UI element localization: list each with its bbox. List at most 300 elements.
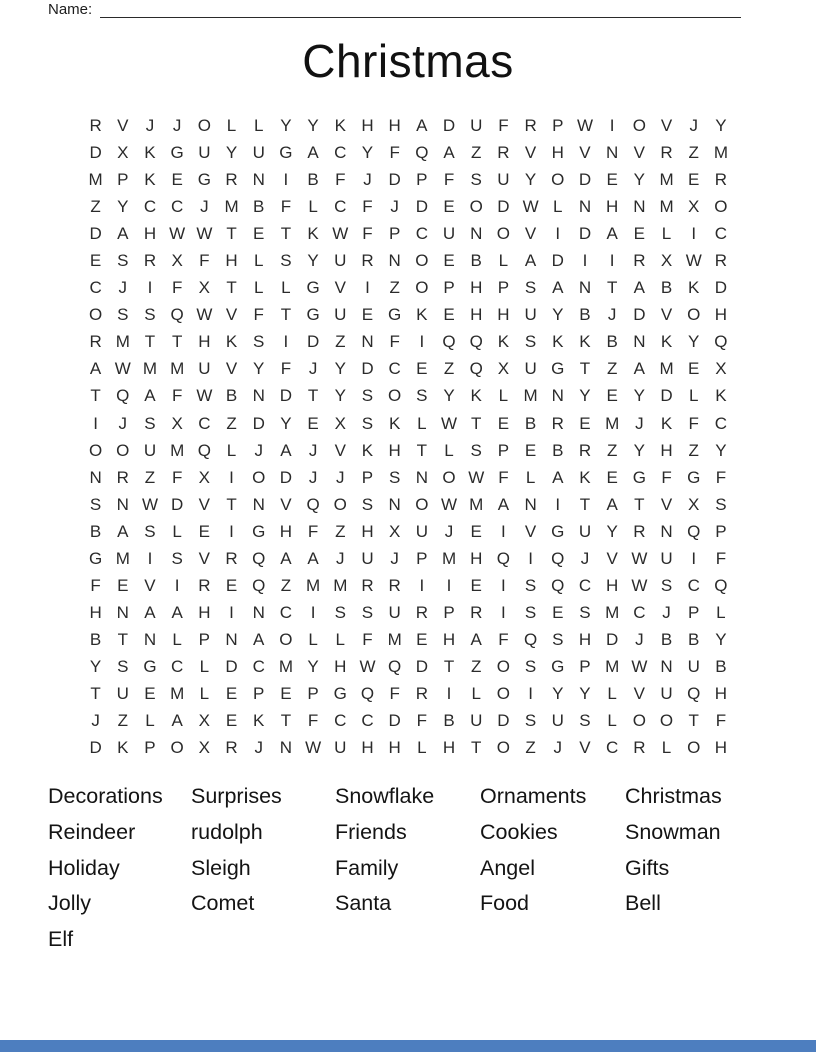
grid-letter: Y	[715, 116, 727, 136]
grid-letter: Z	[280, 575, 292, 595]
word-list-column	[48, 779, 191, 958]
grid-letter: J	[689, 116, 698, 136]
word-list-item: Snowman	[625, 819, 721, 844]
word-list-column	[335, 779, 480, 922]
grid-letter: L	[145, 711, 155, 731]
grid-letter: P	[715, 521, 727, 541]
grid-letter: W	[441, 413, 458, 433]
word-list-item: Snowflake	[335, 784, 435, 808]
grid-letter: Q	[415, 143, 429, 163]
grid-letter: J	[336, 548, 345, 568]
grid-letter: S	[89, 494, 102, 514]
grid-letter: E	[552, 602, 564, 622]
grid-letter: T	[226, 224, 237, 244]
grid-letter: S	[388, 467, 401, 487]
grid-letter: Y	[633, 170, 646, 190]
grid-letter: C	[415, 224, 428, 244]
grid-letter: Q	[252, 548, 266, 568]
grid-letter: X	[334, 413, 346, 433]
grid-letter: I	[501, 602, 506, 622]
grid-letter: H	[442, 738, 456, 758]
grid-letter: X	[171, 251, 183, 271]
grid-letter: W	[441, 494, 458, 514]
grid-letter: V	[606, 548, 618, 568]
grid-letter: S	[144, 521, 156, 541]
grid-letter: P	[198, 629, 211, 649]
grid-letter: Y	[633, 386, 646, 406]
grid-letter: K	[307, 224, 319, 244]
grid-letter: N	[470, 224, 483, 244]
grid-letter: Y	[225, 143, 238, 163]
grid-letter: X	[117, 143, 129, 163]
grid-letter: Y	[552, 684, 564, 703]
grid-letter: C	[334, 197, 347, 217]
grid-letter: F	[715, 711, 727, 731]
word-list-item: Gifts	[625, 855, 670, 880]
grid-letter: Z	[117, 711, 128, 731]
grid-letter: E	[524, 440, 537, 460]
grid-letter: T	[471, 738, 482, 758]
grid-letter: A	[171, 602, 183, 622]
grid-letter: V	[524, 224, 537, 244]
grid-letter: A	[307, 548, 319, 568]
grid-letter: Q	[306, 494, 320, 514]
grid-letter: G	[687, 467, 701, 487]
grid-letter: Y	[89, 656, 102, 676]
grid-letter: S	[524, 656, 537, 676]
grid-letter: K	[715, 386, 727, 406]
grid-letter: Z	[688, 143, 699, 163]
grid-letter: S	[524, 711, 537, 731]
grid-letter: Y	[307, 116, 319, 136]
grid-letter: Z	[389, 278, 400, 298]
grid-letter: N	[279, 738, 293, 758]
grid-letter: E	[198, 521, 211, 541]
grid-letter: M	[659, 197, 674, 217]
grid-letter: S	[524, 332, 537, 352]
grid-letter: C	[388, 359, 401, 379]
grid-letter: I	[555, 494, 561, 514]
grid-letter: Q	[551, 575, 565, 595]
grid-letter: H	[361, 521, 374, 541]
grid-letter: C	[714, 413, 728, 433]
grid-letter: O	[469, 197, 483, 217]
grid-letter: N	[116, 494, 129, 514]
grid-letter: R	[524, 116, 537, 136]
grid-letter: F	[307, 521, 319, 541]
grid-letter: R	[225, 170, 238, 190]
grid-letter: W	[169, 224, 186, 244]
word-search-grid	[82, 112, 735, 761]
grid-letter: Z	[471, 656, 482, 676]
grid-letter: V	[225, 305, 238, 325]
grid-letter: A	[89, 359, 102, 379]
grid-letter: T	[144, 332, 156, 352]
word-list-item: Santa	[335, 891, 392, 916]
grid-letter: P	[497, 278, 510, 298]
grid-letter: C	[143, 197, 157, 217]
grid-letter: F	[389, 332, 400, 352]
word-list-item: Decorations	[48, 784, 163, 808]
grid-letter: G	[252, 521, 266, 541]
grid-letter: D	[89, 224, 102, 244]
grid-letter: M	[115, 548, 130, 568]
grid-letter: F	[661, 467, 672, 487]
grid-letter: F	[199, 251, 210, 271]
grid-letter: J	[308, 440, 318, 460]
grid-letter: F	[171, 467, 183, 487]
grid-letter: S	[117, 305, 129, 325]
grid-letter: I	[283, 332, 289, 352]
grid-letter: M	[170, 359, 185, 379]
grid-letter: Z	[335, 332, 346, 352]
grid-letter: P	[253, 684, 265, 703]
grid-letter: Y	[524, 170, 537, 190]
grid-letter: S	[280, 251, 292, 271]
word-list	[48, 779, 722, 958]
grid-letter: P	[579, 656, 591, 676]
grid-letter: I	[446, 684, 452, 703]
grid-letter: G	[306, 305, 320, 325]
grid-letter: W	[141, 494, 158, 514]
grid-letter: O	[333, 494, 347, 514]
grid-letter: A	[280, 440, 292, 460]
grid-letter: E	[633, 224, 646, 244]
grid-letter: N	[252, 170, 265, 190]
grid-letter: G	[306, 278, 320, 298]
grid-letter: Z	[606, 440, 618, 460]
grid-letter: L	[281, 278, 291, 298]
grid-letter: M	[333, 575, 348, 595]
grid-letter: I	[147, 548, 153, 568]
word-list-item: Christmas	[625, 784, 722, 808]
grid-letter: M	[659, 170, 674, 190]
grid-letter: L	[688, 386, 699, 406]
grid-letter: S	[334, 602, 346, 622]
grid-letter: D	[497, 711, 510, 731]
grid-letter: N	[388, 494, 401, 514]
grid-letter: Y	[307, 251, 319, 271]
grid-letter: Y	[606, 521, 618, 541]
grid-letter: R	[497, 143, 510, 163]
grid-letter: E	[606, 386, 618, 406]
grid-letter: S	[470, 170, 482, 190]
grid-letter: J	[200, 197, 209, 217]
grid-letter: Q	[714, 332, 728, 352]
grid-letter: F	[362, 197, 373, 217]
grid-letter: L	[716, 602, 726, 622]
grid-letter: O	[687, 738, 701, 758]
word-list-item: Ornaments	[480, 784, 587, 808]
grid-letter: A	[633, 278, 646, 298]
grid-letter: P	[307, 684, 319, 703]
grid-letter: T	[226, 494, 237, 514]
grid-letter: F	[171, 386, 183, 406]
grid-letter: I	[609, 251, 615, 271]
grid-letter: A	[443, 143, 455, 163]
grid-letter: F	[307, 711, 319, 731]
grid-letter: R	[415, 602, 428, 622]
grid-letter: K	[253, 711, 265, 731]
grid-letter: Q	[469, 332, 483, 352]
grid-letter: V	[334, 278, 346, 298]
grid-letter: U	[524, 305, 537, 325]
grid-letter: C	[687, 575, 700, 595]
grid-letter: V	[144, 575, 156, 595]
grid-letter: K	[225, 332, 238, 352]
grid-letter: R	[714, 170, 728, 190]
grid-letter: S	[117, 656, 129, 676]
grid-letter: O	[496, 224, 511, 244]
grid-letter: A	[552, 278, 564, 298]
grid-letter: K	[334, 116, 346, 136]
word-list-column	[480, 779, 625, 922]
grid-letter: J	[308, 467, 318, 487]
grid-letter: V	[579, 143, 591, 163]
grid-letter: W	[631, 548, 648, 568]
grid-letter: O	[279, 629, 293, 649]
grid-letter: Y	[280, 116, 292, 136]
grid-letter: N	[225, 629, 238, 649]
grid-letter: N	[606, 143, 619, 163]
grid-letter: L	[226, 440, 237, 460]
grid-letter: E	[688, 170, 700, 190]
grid-letter: R	[714, 251, 728, 271]
grid-letter: Q	[687, 684, 701, 703]
grid-letter: A	[416, 116, 428, 136]
grid-letter: U	[388, 602, 401, 622]
grid-letter: L	[553, 197, 563, 217]
grid-letter: L	[172, 629, 182, 649]
grid-letter: I	[528, 684, 533, 703]
grid-letter: D	[551, 251, 564, 271]
grid-letter: J	[308, 359, 318, 379]
grid-letter: W	[359, 656, 376, 676]
grid-letter: B	[253, 197, 265, 217]
grid-letter: J	[607, 305, 617, 325]
grid-letter: Z	[443, 359, 455, 379]
grid-letter: U	[334, 251, 347, 271]
grid-letter: C	[606, 738, 619, 758]
grid-letter: H	[714, 305, 728, 325]
grid-letter: B	[524, 413, 537, 433]
grid-letter: X	[198, 278, 211, 298]
grid-letter: B	[552, 440, 564, 460]
grid-letter: V	[198, 494, 211, 514]
grid-letter: T	[117, 629, 128, 649]
grid-letter: B	[307, 170, 319, 190]
grid-letter: N	[252, 386, 265, 406]
grid-letter: E	[280, 684, 292, 703]
grid-letter: S	[361, 386, 374, 406]
grid-letter: T	[280, 305, 292, 325]
grid-letter: Y	[715, 440, 727, 460]
grid-letter: T	[579, 359, 591, 379]
grid-letter: A	[606, 494, 618, 514]
grid-letter: E	[225, 575, 238, 595]
grid-letter: Q	[523, 629, 538, 649]
grid-letter: P	[497, 440, 510, 460]
grid-letter: H	[388, 116, 401, 136]
grid-letter: M	[306, 575, 321, 595]
grid-letter: S	[144, 413, 156, 433]
grid-letter: D	[633, 305, 646, 325]
grid-letter: H	[714, 684, 728, 703]
grid-letter: B	[660, 629, 673, 649]
grid-letter: I	[446, 575, 452, 595]
grid-letter: N	[361, 332, 374, 352]
grid-letter: T	[471, 413, 482, 433]
name-row	[48, 1, 741, 21]
grid-letter: D	[225, 656, 238, 676]
grid-letter: U	[497, 170, 510, 190]
grid-letter: U	[660, 684, 673, 703]
grid-letter: X	[198, 711, 211, 731]
grid-letter: U	[361, 548, 374, 568]
grid-letter: Q	[360, 684, 375, 703]
grid-letter: S	[361, 494, 374, 514]
grid-letter: R	[551, 413, 564, 433]
grid-letter: B	[89, 521, 102, 541]
grid-letter: L	[607, 684, 617, 703]
grid-letter: S	[117, 251, 129, 271]
grid-letter: Z	[525, 738, 536, 758]
grid-letter: R	[143, 251, 157, 271]
grid-letter: D	[306, 332, 320, 352]
grid-letter: I	[229, 602, 234, 622]
grid-letter: T	[579, 494, 591, 514]
grid-letter: S	[552, 629, 564, 649]
grid-letter: H	[714, 738, 728, 758]
grid-letter: K	[579, 467, 591, 487]
grid-letter: N	[633, 197, 646, 217]
grid-letter: J	[118, 413, 128, 433]
grid-letter: R	[470, 602, 483, 622]
grid-letter: S	[253, 332, 265, 352]
grid-letter: E	[117, 575, 129, 595]
grid-letter: S	[715, 494, 727, 514]
grid-letter: G	[88, 548, 103, 568]
grid-letter: G	[333, 684, 347, 703]
grid-letter: X	[171, 413, 183, 433]
grid-letter: M	[170, 684, 185, 703]
grid-letter: T	[606, 278, 618, 298]
grid-letter: C	[171, 197, 184, 217]
grid-letter: D	[415, 656, 428, 676]
grid-letter: Y	[579, 386, 591, 406]
grid-letter: K	[660, 332, 673, 352]
grid-letter: J	[254, 738, 263, 758]
grid-letter: I	[528, 548, 533, 568]
grid-letter: R	[198, 575, 211, 595]
grid-letter: F	[498, 116, 509, 136]
grid-letter: A	[117, 521, 129, 541]
grid-letter: H	[143, 224, 157, 244]
grid-letter: G	[143, 656, 157, 676]
grid-letter: W	[576, 116, 593, 136]
grid-letter: D	[361, 359, 374, 379]
grid-letter: O	[415, 251, 429, 271]
grid-letter: Z	[226, 413, 237, 433]
word-list-item: Sleigh	[191, 855, 251, 880]
grid-letter: A	[524, 251, 537, 271]
grid-letter: S	[660, 575, 673, 595]
grid-letter: C	[252, 656, 265, 676]
grid-letter: I	[501, 521, 506, 541]
grid-letter: Q	[197, 440, 211, 460]
grid-letter: E	[470, 575, 482, 595]
grid-letter: F	[362, 629, 373, 649]
grid-letter: L	[471, 684, 481, 703]
grid-letter: O	[252, 467, 266, 487]
grid-letter: H	[606, 575, 619, 595]
grid-letter: B	[225, 386, 238, 406]
grid-letter: M	[441, 548, 457, 568]
grid-letter: N	[388, 251, 401, 271]
grid-letter: D	[252, 413, 265, 433]
grid-letter: Y	[117, 197, 129, 217]
grid-letter: J	[553, 738, 563, 758]
grid-letter: H	[470, 548, 483, 568]
grid-letter: O	[496, 738, 511, 758]
grid-letter: R	[89, 116, 102, 136]
grid-letter: D	[606, 629, 619, 649]
grid-letter: L	[226, 116, 237, 136]
grid-letter: I	[229, 467, 234, 487]
grid-letter: Y	[715, 629, 727, 649]
grid-letter: E	[443, 305, 455, 325]
grid-letter: K	[416, 305, 428, 325]
word-list-column	[191, 779, 335, 922]
grid-letter: O	[496, 684, 511, 703]
grid-letter: E	[253, 224, 265, 244]
grid-letter: L	[525, 467, 536, 487]
grid-letter: E	[606, 170, 618, 190]
grid-letter: E	[497, 413, 510, 433]
grid-letter: E	[225, 711, 238, 731]
grid-letter: F	[416, 711, 428, 731]
grid-letter: M	[469, 494, 484, 514]
grid-letter: B	[606, 332, 618, 352]
grid-letter: K	[552, 332, 564, 352]
grid-letter: V	[660, 305, 673, 325]
grid-letter: N	[252, 494, 265, 514]
grid-letter: J	[145, 116, 155, 136]
grid-letter: M	[713, 143, 728, 163]
grid-letter: C	[89, 278, 102, 298]
grid-letter: D	[578, 224, 592, 244]
grid-letter: F	[171, 278, 183, 298]
grid-letter: U	[551, 711, 564, 731]
grid-letter: I	[691, 224, 697, 244]
grid-letter: F	[715, 467, 727, 487]
grid-letter: A	[144, 602, 156, 622]
grid-letter: Y	[552, 305, 564, 325]
grid-letter: Y	[688, 332, 700, 352]
grid-letter: X	[497, 359, 510, 379]
grid-letter: N	[660, 521, 673, 541]
grid-letter: S	[524, 278, 537, 298]
grid-letter: E	[470, 521, 482, 541]
word-list-item: Family	[335, 855, 399, 880]
grid-letter: A	[606, 224, 618, 244]
word-list-item: Bell	[625, 891, 661, 916]
grid-letter: F	[389, 684, 400, 703]
grid-letter: E	[307, 413, 319, 433]
grid-letter: Y	[361, 143, 374, 163]
grid-letter: O	[659, 711, 674, 731]
grid-letter: K	[144, 170, 156, 190]
